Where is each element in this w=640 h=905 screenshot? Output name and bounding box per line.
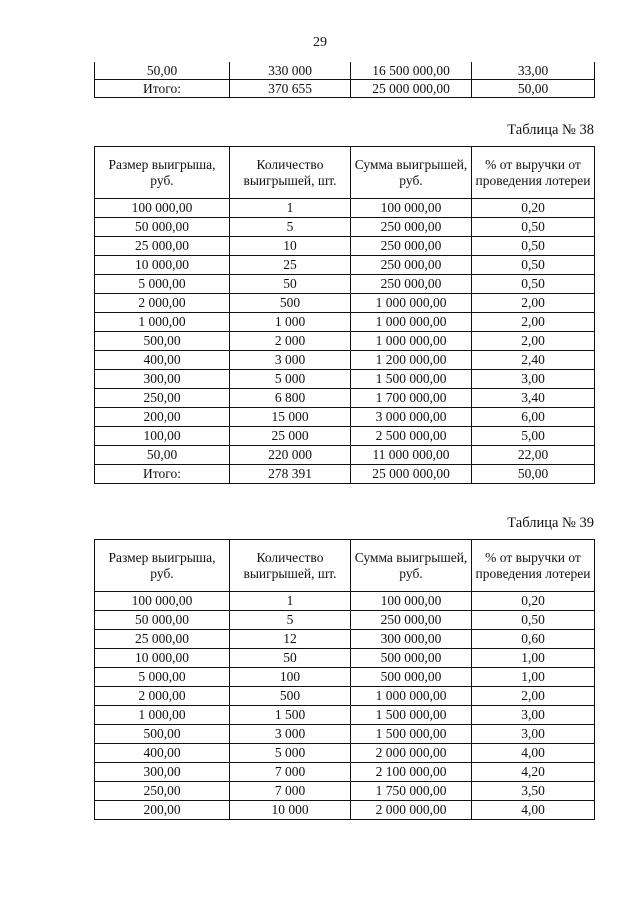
cell-revenue-percent: 3,40 — [472, 389, 595, 408]
cell-prize-count: 25 — [230, 256, 351, 275]
cell-prize-count: 50 — [230, 649, 351, 668]
cell-prize-size: 5 000,00 — [95, 668, 230, 687]
cell-prize-count: 5 — [230, 218, 351, 237]
cell-prize-count: 10 — [230, 237, 351, 256]
cell-prize-sum: 1 500 000,00 — [351, 706, 472, 725]
cell-prize-sum: 1 700 000,00 — [351, 389, 472, 408]
cell-prize-count: 3 000 — [230, 351, 351, 370]
table-row — [95, 427, 595, 446]
cell-revenue-percent: 0,50 — [472, 611, 595, 630]
table-row — [95, 446, 595, 465]
cell-prize-size: 25 000,00 — [95, 630, 230, 649]
cell-prize-count: 1 000 — [230, 313, 351, 332]
cell-prize-size: 50 000,00 — [95, 218, 230, 237]
cell-prize-size: Итого: — [95, 80, 230, 98]
table-row — [95, 687, 595, 706]
cell-revenue-percent: 3,00 — [472, 725, 595, 744]
cell-prize-sum: 250 000,00 — [351, 256, 472, 275]
cell-revenue-percent: 3,00 — [472, 370, 595, 389]
cell-revenue-percent: 6,00 — [472, 408, 595, 427]
table-39-caption: Таблица № 39 — [507, 515, 594, 531]
cell-prize-size: 200,00 — [95, 801, 230, 820]
table-row — [95, 370, 595, 389]
table-39 — [94, 539, 595, 820]
cell-revenue-percent: 22,00 — [472, 446, 595, 465]
header-prize-sum: Сумма выигрышей, руб. — [351, 540, 472, 592]
cell-revenue-percent: 33,00 — [472, 62, 595, 80]
cell-prize-count: 500 — [230, 687, 351, 706]
cell-prize-size: 100,00 — [95, 427, 230, 446]
cell-prize-sum: 1 750 000,00 — [351, 782, 472, 801]
cell-prize-sum: 1 000 000,00 — [351, 332, 472, 351]
cell-prize-count: 25 000 — [230, 427, 351, 446]
cell-prize-sum: 2 500 000,00 — [351, 427, 472, 446]
cell-prize-size: Итого: — [95, 465, 230, 484]
table-row — [95, 706, 595, 725]
cell-prize-count: 3 000 — [230, 725, 351, 744]
cell-prize-sum: 1 000 000,00 — [351, 313, 472, 332]
cell-prize-sum: 11 000 000,00 — [351, 446, 472, 465]
cell-prize-count: 5 000 — [230, 744, 351, 763]
cell-prize-size: 1 000,00 — [95, 706, 230, 725]
cell-prize-sum: 250 000,00 — [351, 237, 472, 256]
table-row — [95, 744, 595, 763]
table-row — [95, 725, 595, 744]
table-row — [95, 332, 595, 351]
cell-prize-sum: 1 000 000,00 — [351, 294, 472, 313]
table-38-header — [95, 147, 595, 199]
cell-prize-count: 1 — [230, 592, 351, 611]
table-row — [95, 465, 595, 484]
table-row — [95, 782, 595, 801]
cell-revenue-percent: 0,50 — [472, 256, 595, 275]
table-39-body — [95, 592, 595, 820]
cell-prize-count: 370 655 — [230, 80, 351, 98]
cell-prize-size: 1 000,00 — [95, 313, 230, 332]
cell-prize-sum: 100 000,00 — [351, 592, 472, 611]
header-prize-size: Размер выигрыша, руб. — [95, 540, 230, 592]
cell-prize-count: 220 000 — [230, 446, 351, 465]
cell-prize-size: 250,00 — [95, 389, 230, 408]
cell-prize-sum: 2 000 000,00 — [351, 744, 472, 763]
cell-prize-count: 500 — [230, 294, 351, 313]
cell-prize-size: 50 000,00 — [95, 611, 230, 630]
cell-prize-size: 400,00 — [95, 744, 230, 763]
cell-prize-count: 5 000 — [230, 370, 351, 389]
cell-prize-sum: 25 000 000,00 — [351, 465, 472, 484]
table-row — [95, 80, 595, 98]
page-number: 29 — [313, 35, 327, 50]
cell-revenue-percent: 3,50 — [472, 782, 595, 801]
table-row — [95, 62, 595, 80]
cell-prize-sum: 1 200 000,00 — [351, 351, 472, 370]
cell-prize-sum: 500 000,00 — [351, 649, 472, 668]
table-row — [95, 275, 595, 294]
cell-revenue-percent: 2,00 — [472, 332, 595, 351]
cell-prize-size: 50,00 — [95, 446, 230, 465]
table-row — [95, 611, 595, 630]
cell-prize-count: 330 000 — [230, 62, 351, 80]
header-revenue-percent: % от выручки от проведения лотереи — [472, 147, 595, 199]
cell-prize-size: 5 000,00 — [95, 275, 230, 294]
table-row — [95, 237, 595, 256]
cell-prize-count: 7 000 — [230, 763, 351, 782]
cell-revenue-percent: 1,00 — [472, 649, 595, 668]
cell-prize-size: 400,00 — [95, 351, 230, 370]
cell-revenue-percent: 3,00 — [472, 706, 595, 725]
table-39-header — [95, 540, 595, 592]
cell-revenue-percent: 0,50 — [472, 237, 595, 256]
table-row — [95, 630, 595, 649]
cell-prize-sum: 300 000,00 — [351, 630, 472, 649]
cell-revenue-percent: 0,60 — [472, 630, 595, 649]
continued-table-body — [95, 62, 595, 98]
table-row — [95, 294, 595, 313]
cell-prize-sum: 1 500 000,00 — [351, 370, 472, 389]
header-revenue-percent: % от выручки от проведения лотереи — [472, 540, 595, 592]
cell-prize-count: 2 000 — [230, 332, 351, 351]
cell-prize-size: 250,00 — [95, 782, 230, 801]
cell-revenue-percent: 0,50 — [472, 218, 595, 237]
cell-revenue-percent: 50,00 — [472, 465, 595, 484]
cell-prize-count: 7 000 — [230, 782, 351, 801]
table-row — [95, 592, 595, 611]
table-row — [95, 408, 595, 427]
cell-prize-count: 10 000 — [230, 801, 351, 820]
cell-prize-count: 1 — [230, 199, 351, 218]
cell-revenue-percent: 2,40 — [472, 351, 595, 370]
cell-prize-count: 15 000 — [230, 408, 351, 427]
table-row — [95, 199, 595, 218]
cell-prize-size: 100 000,00 — [95, 592, 230, 611]
cell-revenue-percent: 4,00 — [472, 744, 595, 763]
table-row — [95, 763, 595, 782]
table-row — [95, 256, 595, 275]
cell-revenue-percent: 0,50 — [472, 275, 595, 294]
cell-prize-count: 12 — [230, 630, 351, 649]
cell-prize-count: 6 800 — [230, 389, 351, 408]
cell-prize-sum: 2 000 000,00 — [351, 801, 472, 820]
cell-prize-size: 2 000,00 — [95, 687, 230, 706]
table-row — [95, 218, 595, 237]
cell-prize-size: 500,00 — [95, 725, 230, 744]
cell-prize-size: 50,00 — [95, 62, 230, 80]
cell-revenue-percent: 2,00 — [472, 687, 595, 706]
cell-prize-sum: 250 000,00 — [351, 611, 472, 630]
cell-revenue-percent: 4,00 — [472, 801, 595, 820]
header-prize-size: Размер выигрыша, руб. — [95, 147, 230, 199]
cell-prize-count: 100 — [230, 668, 351, 687]
cell-prize-count: 1 500 — [230, 706, 351, 725]
cell-prize-size: 100 000,00 — [95, 199, 230, 218]
cell-prize-sum: 2 100 000,00 — [351, 763, 472, 782]
cell-prize-size: 10 000,00 — [95, 649, 230, 668]
table-row — [95, 649, 595, 668]
table-row — [95, 313, 595, 332]
table-row — [95, 668, 595, 687]
table-row — [95, 389, 595, 408]
cell-prize-size: 300,00 — [95, 763, 230, 782]
cell-revenue-percent: 2,00 — [472, 294, 595, 313]
cell-prize-sum: 250 000,00 — [351, 218, 472, 237]
cell-prize-size: 200,00 — [95, 408, 230, 427]
cell-prize-count: 5 — [230, 611, 351, 630]
cell-revenue-percent: 1,00 — [472, 668, 595, 687]
cell-prize-size: 10 000,00 — [95, 256, 230, 275]
header-prize-count: Количество выигрышей, шт. — [230, 540, 351, 592]
cell-revenue-percent: 0,20 — [472, 199, 595, 218]
cell-prize-sum: 500 000,00 — [351, 668, 472, 687]
table-38-body — [95, 199, 595, 484]
table-row — [95, 351, 595, 370]
cell-prize-sum: 100 000,00 — [351, 199, 472, 218]
cell-revenue-percent: 0,20 — [472, 592, 595, 611]
table-row — [95, 801, 595, 820]
cell-prize-size: 500,00 — [95, 332, 230, 351]
cell-prize-sum: 25 000 000,00 — [351, 80, 472, 98]
cell-prize-sum: 16 500 000,00 — [351, 62, 472, 80]
cell-revenue-percent: 5,00 — [472, 427, 595, 446]
cell-prize-sum: 3 000 000,00 — [351, 408, 472, 427]
cell-revenue-percent: 4,20 — [472, 763, 595, 782]
cell-prize-count: 278 391 — [230, 465, 351, 484]
table-38 — [94, 146, 595, 484]
cell-prize-sum: 1 000 000,00 — [351, 687, 472, 706]
cell-prize-size: 2 000,00 — [95, 294, 230, 313]
cell-prize-size: 25 000,00 — [95, 237, 230, 256]
cell-prize-count: 50 — [230, 275, 351, 294]
header-prize-sum: Сумма выигрышей, руб. — [351, 147, 472, 199]
cell-revenue-percent: 2,00 — [472, 313, 595, 332]
continued-table — [94, 62, 595, 98]
header-prize-count: Количество выигрышей, шт. — [230, 147, 351, 199]
cell-revenue-percent: 50,00 — [472, 80, 595, 98]
cell-prize-sum: 1 500 000,00 — [351, 725, 472, 744]
cell-prize-sum: 250 000,00 — [351, 275, 472, 294]
cell-prize-size: 300,00 — [95, 370, 230, 389]
table-38-caption: Таблица № 38 — [507, 122, 594, 138]
